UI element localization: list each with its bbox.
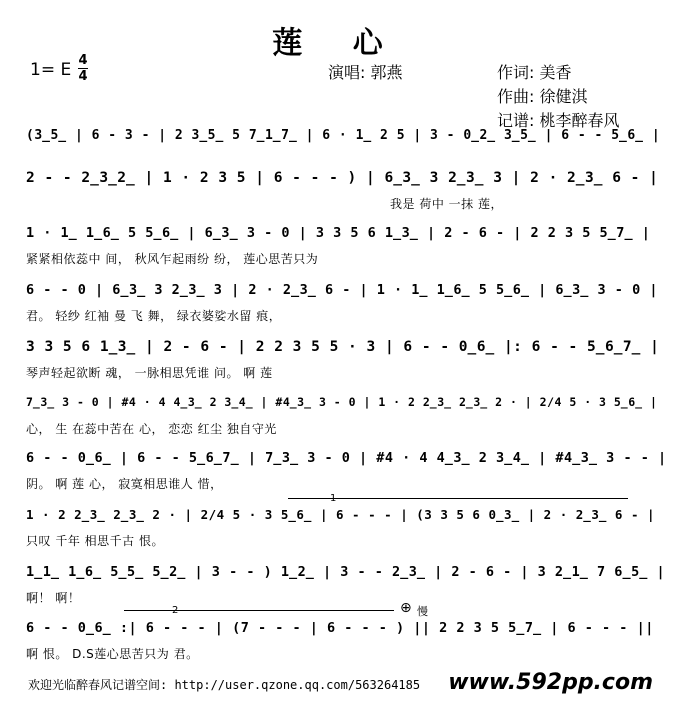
- volta-1-bracket: [288, 498, 628, 499]
- lyric-line-2: 我是 荷中 一抹 莲，: [390, 197, 503, 211]
- footer-text: 欢迎光临醉春风记谱空间: http://user.qzone.qq.com/563264185: [28, 678, 421, 692]
- score-line-4: 6 - - 0 | 6̲3̲ 3 2̲3̲ 3 | 2 · 2̲3̲ 6 - | 1 · 1̲ 1̲6̲ 5 5̲6̲ | 6̲3̲ 3 - 0 |: [26, 282, 658, 298]
- composer: 作曲: 徐健淇: [497, 87, 588, 106]
- page-title: 莲 心: [272, 26, 403, 61]
- time-signature-bottom: 4: [78, 69, 88, 84]
- score-line-5: 3 3 5 6 1̲3̲ | 2 - 6 - | 2 2 3 5 5 · 3 | 6 - - 0̲6̲ |: 6 - - 5̲6̲7̲ |: [26, 339, 660, 355]
- site-watermark: www.592pp.com: [448, 670, 653, 695]
- lyric-line-6: 心， 生 在蕊中苦在 心， 恋恋 红尘 独自守光: [26, 422, 277, 436]
- volta-1-label: 1: [330, 493, 337, 504]
- score-line-2: 2 - - 2̲3̲2̲ | 1 · 2 3 5 | 6 - - - ) | 6̲3̲ 3 2̲3̲ 3 | 2 · 2̲3̲ 6 - |: [26, 170, 659, 186]
- lyric-line-4: 君。 轻纱 红袖 曼 飞 舞， 绿衣婆娑水留 痕，: [26, 309, 282, 323]
- score-line-10: 6 - - 0̲6̲ :| 6 - - - | (7 - - - | 6 - - - ) || 2 2 3 5 5̲7̲ | 6 - - - ||: [26, 620, 654, 636]
- transcriber: 记谱: 桃李醉春风: [497, 111, 620, 130]
- volta-2-bracket: [124, 610, 394, 611]
- coda-icon: ⊕: [400, 600, 412, 616]
- score-line-9: 1̲1̲ 1̲6̲ 5̲5̲ 5̲2̲ | 3 - - ) 1̲2̲ | 3 - - 2̲3̲ | 2 - 6 - | 3 2̲1̲ 7 6̲5̲ |: [26, 564, 666, 580]
- key-signature: 1= E: [30, 60, 72, 80]
- lyricist: 作词: 美香: [497, 63, 572, 82]
- time-signature-top: 4: [78, 53, 88, 68]
- score-line-1: (3̲5̲ | 6 - 3 - | 2 3̲5̲ 5 7̲1̲7̲ | 6 · 1̲ 2 5 | 3 - 0̲2̲ 3̲5̲ | 6 - - 5̲6̲ |: [26, 128, 661, 143]
- tempo-slow: 慢: [417, 605, 428, 618]
- score-line-6: 7̲3̲ 3 - 0 | #4 · 4 4̲3̲ 2 3̲4̲ | #4̲3̲ 3 - 0 | 1 · 2 2̲3̲ 2̲3̲ 2 · | 2/4 5 · 3 5̲6̲ |: [26, 395, 658, 409]
- volta-2-label: 2: [172, 605, 179, 616]
- lyric-line-8: 只叹 千年 相思千古 恨。: [26, 534, 164, 548]
- lyric-line-9: 啊！ 啊！: [26, 591, 81, 605]
- score-line-3: 1 · 1̲ 1̲6̲ 5 5̲6̲ | 6̲3̲ 3 - 0 | 3 3 5 6 1̲3̲ | 2 - 6 - | 2 2 3 5 5̲7̲ |: [26, 225, 651, 241]
- lyric-line-5: 琴声轻起欲断 魂， 一脉相思凭谁 问。 啊 莲: [26, 366, 273, 380]
- score-line-8: 1 · 2 2̲3̲ 2̲3̲ 2 · | 2/4 5 · 3 5̲6̲ | 6 - - - | (3 3 5 6 0̲3̲ | 2 · 2̲3̲ 6 - |: [26, 507, 656, 522]
- lyric-line-3: 紧紧相依蕊中 间， 秋风乍起雨纷 纷， 莲心思苦只为: [26, 252, 319, 266]
- singer: 演唱: 郭燕: [328, 63, 403, 82]
- time-signature: [78, 54, 88, 83]
- lyric-line-7: 阴。 啊 莲 心， 寂寞相思谁人 惜，: [26, 477, 223, 491]
- lyric-line-10: 啊 恨。 D.S莲心思苦只为 君。: [26, 647, 199, 661]
- score-line-7: 6 - - 0̲6̲ | 6 - - 5̲6̲7̲ | 7̲3̲ 3 - 0 | #4 · 4 4̲3̲ 2 3̲4̲ | #4̲3̲ 3 - - |: [26, 450, 667, 466]
